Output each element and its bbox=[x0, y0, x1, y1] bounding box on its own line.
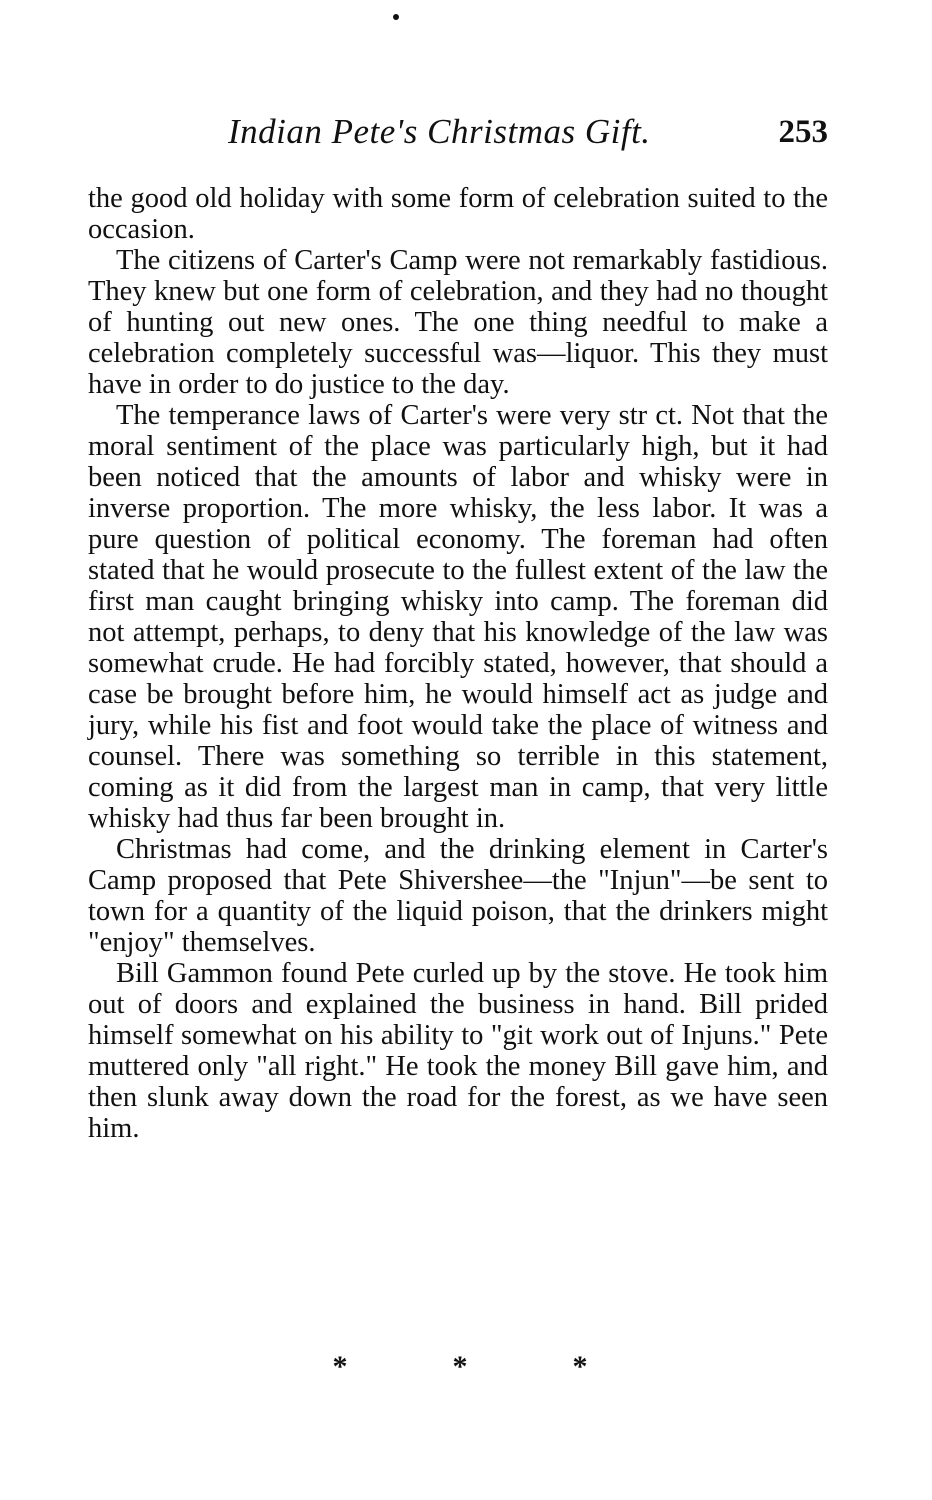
paragraph-2: The citizens of Carter's Camp were not remarkably fastidious. They knew but one form of celebration, and they had no thought of hunting out new ones. The one thing needful to make a celebration completely successful was—liquor. This they must have in order to do justice to the day. bbox=[88, 245, 828, 400]
asterisk-2: * bbox=[452, 1350, 468, 1383]
page-number: 253 bbox=[778, 114, 828, 150]
paragraph-3: The temperance laws of Carter's were very str ct. Not that the moral sentiment of the place was particularly high, but it had been noticed that the amounts of labor and whisky were in inverse proportion. The more whisky, the less labor. It was a pure question of political economy. The foreman had often stated that he would prosecute to the fullest extent of the law the first man caught bringing whisky into camp. The foreman did not attempt, perhaps, to deny that his knowledge of the law was somewhat crude. He had forcibly stated, however, that should a case be brought before him, he would himself act as judge and jury, while his fist and foot would take the place of witness and counsel. There was something so terrible in this statement, coming as it did from the largest man in camp, that very little whisky had thus far been brought in. bbox=[88, 400, 828, 834]
asterisk-3: * bbox=[572, 1350, 588, 1383]
paragraph-5: Bill Gammon found Pete curled up by the stove. He took him out of doors and explained the business in hand. Bill prided himself somewhat on his ability to "git work out of Injuns." Pete muttered only "all right." He took the money Bill gave him, and then slunk away down the road for the forest, as we have seen him. bbox=[88, 958, 828, 1144]
section-break bbox=[330, 1352, 590, 1382]
paragraph-1: the good old holiday with some form of celebration suited to the occasion. bbox=[88, 183, 828, 245]
running-header bbox=[88, 110, 828, 154]
running-title: Indian Pete's Christmas Gift. bbox=[228, 112, 651, 151]
body-text bbox=[88, 183, 828, 1144]
paragraph-4: Christmas had come, and the drinking element in Carter's Camp proposed that Pete Shivershee—the "Injun"—be sent to town for a quantity of the liquid poison, that the drinkers might "enjoy" themselves. bbox=[88, 834, 828, 958]
asterisk-1: * bbox=[332, 1350, 348, 1383]
print-speck bbox=[393, 14, 399, 20]
